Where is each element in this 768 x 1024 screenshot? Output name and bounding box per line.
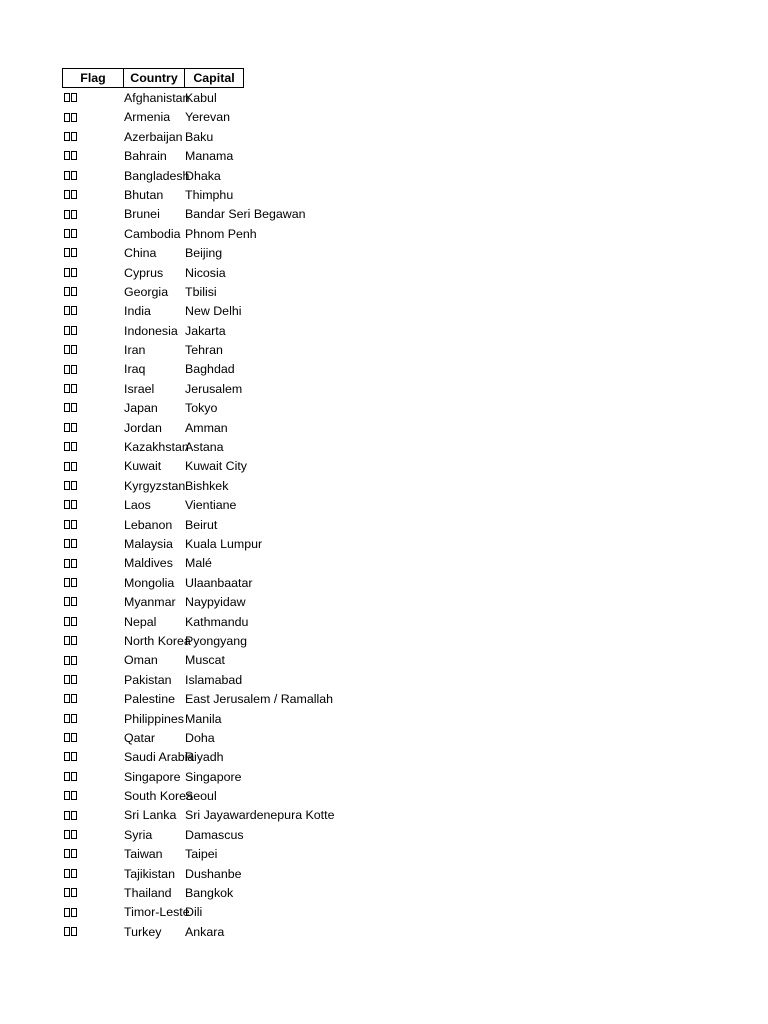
missing-glyph-icon [64, 500, 70, 509]
missing-glyph-icon [71, 132, 77, 141]
missing-glyph-icon [64, 171, 70, 180]
table-row [62, 613, 334, 632]
country-cell[interactable]: Indonesia [124, 323, 178, 338]
flag-icon[interactable] [62, 768, 124, 787]
flag-icon[interactable] [62, 554, 124, 573]
table-row [62, 438, 334, 457]
capital-cell[interactable]: Kabul [185, 91, 217, 105]
country-cell[interactable]: North Korea [124, 633, 191, 648]
missing-glyph-icon [64, 403, 70, 412]
flag-icon[interactable] [62, 108, 124, 127]
country-cell[interactable]: Qatar [124, 730, 155, 745]
missing-glyph-icon [64, 539, 70, 548]
missing-glyph-icon [64, 694, 70, 703]
capital-cell[interactable]: Bangkok [185, 886, 234, 901]
missing-glyph-icon [71, 268, 77, 277]
flag-icon[interactable] [62, 147, 124, 166]
table-row [62, 147, 334, 166]
missing-glyph-icon [71, 190, 77, 199]
table-row [62, 923, 334, 942]
country-cell[interactable]: Jordan [124, 420, 162, 435]
table-row [62, 419, 334, 438]
header-capital[interactable]: Capital [193, 71, 235, 85]
missing-glyph-icon [64, 811, 70, 820]
table-row [62, 457, 334, 476]
table-row [62, 128, 334, 147]
flag-icon[interactable] [62, 264, 124, 283]
missing-glyph-icon [64, 908, 70, 917]
missing-glyph-icon [64, 306, 70, 315]
flag-icon[interactable] [62, 884, 124, 903]
table-row [62, 89, 334, 108]
capital-cell[interactable]: Tehran [185, 343, 223, 358]
missing-glyph-icon [71, 927, 77, 936]
capital-cell[interactable]: Naypyidaw [185, 595, 246, 610]
capital-cell[interactable]: Malé [185, 556, 212, 571]
missing-glyph-icon [64, 617, 70, 626]
missing-glyph-icon [71, 714, 77, 723]
missing-glyph-icon [64, 229, 70, 238]
capital-cell[interactable]: Manila [185, 711, 222, 726]
flag-icon[interactable] [62, 244, 124, 263]
header-flag[interactable]: Flag [63, 69, 124, 87]
capital-cell[interactable]: Islamabad [185, 672, 243, 687]
table-row [62, 244, 334, 263]
flag-icon[interactable] [62, 903, 124, 922]
country-cell[interactable]: Maldives [124, 556, 173, 571]
country-cell[interactable]: Singapore [124, 769, 181, 784]
missing-glyph-icon [71, 752, 77, 761]
flag-icon[interactable] [62, 748, 124, 767]
flag-icon[interactable] [62, 205, 124, 224]
missing-glyph-icon [64, 442, 70, 451]
missing-glyph-icon [64, 132, 70, 141]
flag-icon[interactable] [62, 457, 124, 476]
missing-glyph-icon [71, 481, 77, 490]
capital-cell[interactable]: Manama [185, 149, 234, 164]
flag-icon[interactable] [62, 593, 124, 612]
country-cell[interactable]: Saudi Arabia [124, 750, 195, 765]
missing-glyph-icon [64, 151, 70, 160]
country-cell[interactable]: Brunei [124, 207, 160, 222]
flag-icon[interactable] [62, 341, 124, 360]
capital-cell[interactable]: Muscat [185, 653, 225, 668]
flag-icon[interactable] [62, 535, 124, 554]
flag-icon[interactable] [62, 380, 124, 399]
missing-glyph-icon [71, 869, 77, 878]
country-cell[interactable]: Japan [124, 401, 158, 416]
capital-cell[interactable]: Beijing [185, 246, 223, 261]
table-row [62, 554, 334, 573]
capital-cell[interactable]: Dhaka [185, 168, 221, 183]
table-row [62, 264, 334, 283]
missing-glyph-icon [71, 597, 77, 606]
flag-icon[interactable] [62, 516, 124, 535]
capital-cell[interactable]: Singapore [185, 769, 242, 784]
table-header [62, 68, 244, 88]
missing-glyph-icon [71, 888, 77, 897]
missing-glyph-icon [64, 927, 70, 936]
table-row [62, 535, 334, 554]
country-cell[interactable]: Syria [124, 827, 153, 842]
flag-icon[interactable] [62, 787, 124, 806]
missing-glyph-icon [64, 772, 70, 781]
capital-cell[interactable]: Taipei [185, 847, 218, 862]
country-cell[interactable]: Malaysia [124, 536, 173, 551]
missing-glyph-icon [71, 578, 77, 587]
missing-glyph-icon [64, 636, 70, 645]
country-cell[interactable]: Cambodia [124, 226, 181, 241]
missing-glyph-icon [64, 248, 70, 257]
capital-cell[interactable]: Damascus [185, 827, 244, 842]
country-cell[interactable]: Kazakhstan [124, 440, 189, 455]
capital-cell[interactable]: Tokyo [185, 401, 218, 416]
country-cell[interactable]: Thailand [124, 886, 172, 901]
flag-icon[interactable] [62, 651, 124, 670]
country-cell[interactable]: Oman [124, 653, 158, 668]
country-cell[interactable]: Timor-Leste [124, 905, 190, 920]
flag-icon[interactable] [62, 128, 124, 147]
flag-icon[interactable] [62, 89, 124, 108]
flag-icon[interactable] [62, 496, 124, 515]
country-cell[interactable]: Philippines [124, 711, 184, 726]
table-row [62, 477, 334, 496]
capital-cell[interactable]: Kuala Lumpur [185, 536, 263, 551]
missing-glyph-icon [71, 849, 77, 858]
flag-icon[interactable] [62, 186, 124, 205]
missing-glyph-icon [64, 93, 70, 102]
missing-glyph-icon [64, 849, 70, 858]
capital-cell[interactable]: Baku [185, 129, 214, 144]
capital-cell[interactable]: Phnom Penh [185, 226, 257, 241]
capital-cell[interactable]: Yerevan [185, 110, 231, 125]
flag-icon[interactable] [62, 399, 124, 418]
missing-glyph-icon [64, 752, 70, 761]
flag-icon[interactable] [62, 419, 124, 438]
missing-glyph-icon [71, 791, 77, 800]
flag-icon[interactable] [62, 690, 124, 709]
missing-glyph-icon [71, 287, 77, 296]
country-cell[interactable]: Nepal [124, 614, 157, 629]
table-body [62, 89, 334, 942]
missing-glyph-icon [71, 830, 77, 839]
country-cell[interactable]: Myanmar [124, 595, 176, 610]
missing-glyph-icon [71, 675, 77, 684]
flag-icon[interactable] [62, 477, 124, 496]
missing-glyph-icon [64, 326, 70, 335]
missing-glyph-icon [71, 656, 77, 665]
missing-glyph-icon [64, 656, 70, 665]
flag-icon[interactable] [62, 167, 124, 186]
table-row [62, 826, 334, 845]
country-cell[interactable]: Taiwan [124, 847, 163, 862]
country-cell[interactable]: Pakistan [124, 672, 172, 687]
missing-glyph-icon [64, 520, 70, 529]
missing-glyph-icon [64, 462, 70, 471]
table-row [62, 516, 334, 535]
table-row [62, 710, 334, 729]
missing-glyph-icon [71, 694, 77, 703]
country-cell[interactable]: Tajikistan [124, 866, 175, 881]
table-row [62, 167, 334, 186]
missing-glyph-icon [71, 520, 77, 529]
missing-glyph-icon [71, 384, 77, 393]
missing-glyph-icon [64, 481, 70, 490]
country-cell[interactable]: Mongolia [124, 575, 175, 590]
capital-cell[interactable]: Doha [185, 730, 215, 745]
capital-cell[interactable]: New Delhi [185, 304, 242, 319]
table-row [62, 632, 334, 651]
capital-cell[interactable]: Bishkek [185, 478, 229, 493]
missing-glyph-icon [64, 869, 70, 878]
country-cell[interactable]: South Korea [124, 789, 193, 804]
capital-cell[interactable]: Thimphu [185, 187, 234, 202]
country-cell[interactable]: India [124, 304, 151, 319]
missing-glyph-icon [64, 830, 70, 839]
missing-glyph-icon [64, 365, 70, 374]
capital-cell[interactable]: East Jerusalem / Ramallah [185, 692, 334, 707]
missing-glyph-icon [71, 306, 77, 315]
capital-cell[interactable]: Seoul [185, 789, 217, 804]
flag-icon[interactable] [62, 710, 124, 729]
country-cell[interactable]: Turkey [124, 924, 162, 939]
missing-glyph-icon [71, 559, 77, 568]
missing-glyph-icon [64, 287, 70, 296]
missing-glyph-icon [71, 423, 77, 432]
missing-glyph-icon [71, 229, 77, 238]
missing-glyph-icon [64, 210, 70, 219]
missing-glyph-icon [71, 733, 77, 742]
missing-glyph-icon [64, 559, 70, 568]
flag-icon[interactable] [62, 283, 124, 302]
table-row [62, 205, 334, 224]
capital-cell[interactable]: Ulaanbaatar [185, 575, 253, 590]
missing-glyph-icon [64, 268, 70, 277]
table-row [62, 903, 334, 922]
capital-cell[interactable]: Beirut [185, 517, 218, 532]
table-row [62, 748, 334, 767]
country-cell[interactable]: Palestine [124, 692, 175, 707]
table-row [62, 302, 334, 321]
table-row [62, 360, 334, 379]
missing-glyph-icon [71, 171, 77, 180]
country-cell[interactable]: Kuwait [124, 459, 162, 474]
country-cell[interactable]: Bangladesh [124, 168, 190, 183]
capital-cell[interactable]: Amman [185, 420, 228, 435]
missing-glyph-icon [71, 248, 77, 257]
table-row [62, 671, 334, 690]
flag-icon[interactable] [62, 438, 124, 457]
missing-glyph-icon [71, 365, 77, 374]
missing-glyph-icon [71, 617, 77, 626]
table-row [62, 690, 334, 709]
missing-glyph-icon [71, 908, 77, 917]
table-row [62, 845, 334, 864]
missing-glyph-icon [71, 403, 77, 412]
missing-glyph-icon [71, 636, 77, 645]
table-row [62, 593, 334, 612]
country-cell[interactable]: Cyprus [124, 265, 164, 280]
capital-cell[interactable]: Astana [185, 440, 224, 455]
missing-glyph-icon [71, 539, 77, 548]
missing-glyph-icon [71, 210, 77, 219]
missing-glyph-icon [64, 578, 70, 587]
table-row [62, 108, 334, 127]
missing-glyph-icon [71, 93, 77, 102]
missing-glyph-icon [64, 714, 70, 723]
capital-cell[interactable]: Bandar Seri Begawan [185, 207, 306, 222]
capital-cell[interactable]: Kathmandu [185, 614, 249, 629]
header-country[interactable]: Country [124, 69, 185, 87]
missing-glyph-icon [64, 190, 70, 199]
country-table [62, 68, 334, 942]
missing-glyph-icon [64, 423, 70, 432]
capital-cell[interactable]: Tbilisi [185, 284, 217, 299]
country-cell[interactable]: Sri Lanka [124, 808, 177, 823]
country-cell[interactable]: Laos [124, 498, 151, 513]
missing-glyph-icon [64, 384, 70, 393]
capital-cell[interactable]: Jerusalem [185, 381, 243, 396]
country-cell[interactable]: Israel [124, 381, 155, 396]
capital-cell[interactable]: Ankara [185, 924, 225, 939]
missing-glyph-icon [71, 151, 77, 160]
capital-cell[interactable]: Kuwait City [185, 459, 247, 474]
capital-cell[interactable]: Jakarta [185, 323, 226, 338]
capital-cell[interactable]: Pyongyang [185, 633, 248, 648]
table-row [62, 380, 334, 399]
table-row [62, 884, 334, 903]
missing-glyph-icon [64, 675, 70, 684]
flag-icon[interactable] [62, 322, 124, 341]
country-cell[interactable]: Iraq [124, 362, 146, 377]
missing-glyph-icon [64, 597, 70, 606]
table-row [62, 341, 334, 360]
country-cell[interactable]: Bhutan [124, 187, 164, 202]
table-row [62, 787, 334, 806]
table-row [62, 283, 334, 302]
flag-icon[interactable] [62, 302, 124, 321]
country-cell[interactable]: China [124, 246, 157, 261]
missing-glyph-icon [71, 345, 77, 354]
flag-icon[interactable] [62, 632, 124, 651]
flag-icon[interactable] [62, 923, 124, 942]
table-row [62, 651, 334, 670]
missing-glyph-icon [71, 772, 77, 781]
flag-icon[interactable] [62, 225, 124, 244]
capital-cell[interactable]: Riyadh [185, 750, 224, 765]
country-cell[interactable]: Afghanistan [124, 91, 190, 105]
capital-cell[interactable]: Vientiane [185, 498, 237, 513]
country-cell[interactable]: Armenia [124, 110, 171, 125]
missing-glyph-icon [64, 345, 70, 354]
table-row [62, 574, 334, 593]
capital-cell[interactable]: Sri Jayawardenepura Kotte [185, 808, 335, 823]
table-row [62, 496, 334, 515]
missing-glyph-icon [64, 888, 70, 897]
table-row [62, 865, 334, 884]
missing-glyph-icon [71, 500, 77, 509]
flag-icon[interactable] [62, 574, 124, 593]
country-cell[interactable]: Kyrgyzstan [124, 478, 186, 493]
missing-glyph-icon [71, 462, 77, 471]
missing-glyph-icon [71, 442, 77, 451]
country-cell[interactable]: Bahrain [124, 149, 167, 164]
flag-icon[interactable] [62, 806, 124, 825]
table-row [62, 322, 334, 341]
country-cell[interactable]: Georgia [124, 284, 169, 299]
capital-cell[interactable]: Dushanbe [185, 866, 242, 881]
flag-icon[interactable] [62, 671, 124, 690]
flag-icon[interactable] [62, 845, 124, 864]
country-cell[interactable]: Iran [124, 343, 146, 358]
capital-cell[interactable]: Baghdad [185, 362, 235, 377]
table-row [62, 225, 334, 244]
capital-cell[interactable]: Nicosia [185, 265, 226, 280]
table-row [62, 399, 334, 418]
flag-icon[interactable] [62, 613, 124, 632]
capital-cell[interactable]: Dili [185, 905, 203, 920]
missing-glyph-icon [71, 113, 77, 122]
flag-icon[interactable] [62, 360, 124, 379]
missing-glyph-icon [64, 733, 70, 742]
flag-icon[interactable] [62, 729, 124, 748]
missing-glyph-icon [71, 811, 77, 820]
table-row [62, 768, 334, 787]
country-cell[interactable]: Azerbaijan [124, 129, 183, 144]
table-row [62, 186, 334, 205]
missing-glyph-icon [64, 113, 70, 122]
missing-glyph-icon [71, 326, 77, 335]
country-cell[interactable]: Lebanon [124, 517, 173, 532]
table-row [62, 806, 334, 825]
flag-icon[interactable] [62, 826, 124, 845]
flag-icon[interactable] [62, 865, 124, 884]
missing-glyph-icon [64, 791, 70, 800]
table-row [62, 729, 334, 748]
